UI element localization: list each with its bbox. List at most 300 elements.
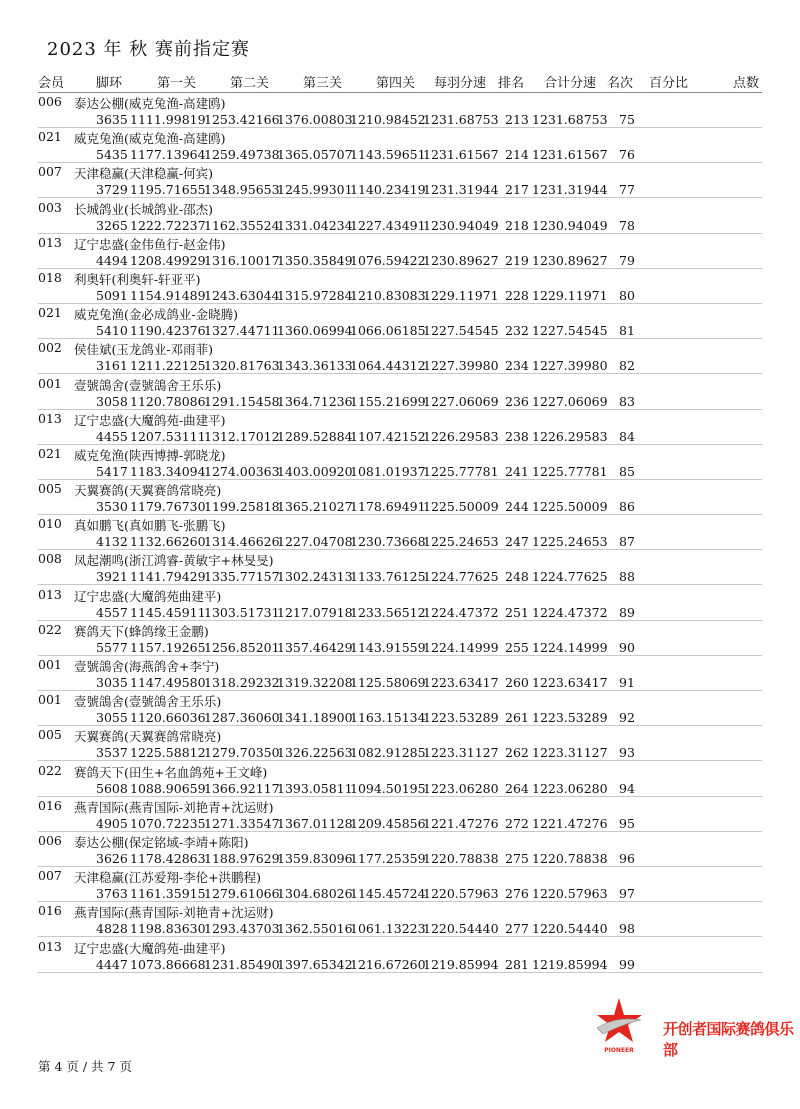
stage1-cell: 1111.99819 (130, 112, 206, 127)
stage2-cell: 1162.35524 (204, 217, 280, 233)
avg-speed-cell: 1227.54545 (423, 323, 499, 339)
club-code: 001 (38, 657, 62, 672)
stage1-cell: 1120.78086 (130, 393, 206, 409)
table-row (0, 375, 800, 410)
rank-cell: 217 (505, 182, 529, 198)
stage4-cell: 1066.06185 (350, 323, 426, 339)
entrant-name: 辽宁忠盛(金伟鱼行-赵金伟) (74, 236, 226, 252)
page-footer: 第 4 页 / 共 7 页 (38, 1059, 132, 1074)
ring-cell: 4447 (96, 956, 128, 972)
stage2-cell: 1256.85201 (204, 639, 280, 655)
rank-cell: 234 (505, 358, 529, 374)
stage1-cell: 1070.72235 (130, 815, 206, 831)
rank-cell: 232 (505, 323, 529, 339)
col-stage4: 第四关 (376, 76, 416, 91)
stage3-cell: 1331.04234 (277, 217, 353, 233)
place-cell: 82 (619, 358, 635, 374)
club-code: 006 (38, 832, 62, 848)
ring-cell: 4557 (96, 604, 128, 620)
stage3-cell: 1304.68026 (277, 886, 353, 902)
row-divider (38, 972, 762, 973)
stage4-cell: 1140.23419 (350, 182, 426, 198)
stage4-cell: 1064.44312 (350, 358, 426, 374)
avg-speed-cell: 1231.61567 (423, 147, 499, 163)
entrant-name: 真如鹏飞(真如鹏飞-张鹏飞) (74, 518, 226, 534)
avg-speed-cell: 1221.47276 (423, 815, 499, 831)
total-speed-cell: 1227.06069 (532, 393, 608, 409)
entrant-name: 天翼赛鸽(天翼赛鸽常晓亮) (74, 483, 222, 499)
entrant-name: 辽宁忠盛(大魔鸽苑曲建平) (74, 588, 222, 604)
total-speed-cell: 1227.39980 (532, 358, 608, 374)
ring-cell: 4455 (96, 428, 128, 444)
stage1-cell: 1195.71655 (130, 182, 206, 198)
stage4-cell: 1143.91559 (350, 639, 426, 655)
place-cell: 83 (619, 393, 635, 409)
avg-speed-cell: 1226.29583 (423, 428, 499, 444)
entrant-name: 天翼赛鸽(天翼赛鸽常晓亮) (74, 729, 222, 745)
stage1-cell: 1161.35915 (130, 886, 206, 902)
club-code: 013 (38, 234, 62, 250)
total-speed-cell: 1231.61567 (532, 147, 608, 163)
place-cell: 81 (619, 323, 635, 339)
avg-speed-cell: 1220.57963 (423, 886, 499, 902)
rank-cell: 260 (505, 675, 529, 690)
stage2-cell: 1287.36060 (204, 710, 280, 726)
entrant-name: 壹號鴿舍(壹號鴿舍王乐乐) (74, 377, 222, 393)
table-row (0, 656, 800, 691)
place-cell: 93 (619, 745, 635, 761)
place-cell: 87 (619, 534, 635, 550)
total-speed-cell: 1224.14999 (532, 639, 608, 655)
table-row (0, 902, 800, 937)
total-speed-cell: 1230.89627 (532, 252, 608, 268)
stage1-cell: 1190.42376 (130, 323, 206, 339)
ring-cell: 3921 (96, 569, 128, 585)
total-speed-cell: 1226.29583 (532, 428, 608, 444)
club-code: 010 (38, 516, 62, 532)
rank-cell: 276 (505, 886, 529, 902)
club-name-logo-text: 开创者国际赛鸽俱乐部 (663, 1020, 794, 1059)
total-speed-cell: 1221.47276 (532, 815, 608, 831)
table-row (0, 762, 800, 797)
club-code: 001 (38, 692, 62, 708)
place-cell: 76 (619, 147, 635, 163)
stage3-cell: 1319.32208 (277, 675, 353, 690)
stage2-cell: 1348.95653 (204, 182, 280, 198)
ring-cell: 3055 (96, 710, 128, 726)
avg-speed-cell: 1231.31944 (423, 182, 499, 198)
stage1-cell: 1179.76730 (130, 499, 206, 515)
stage4-cell: 1082.91285 (350, 745, 426, 761)
stage3-cell: 1217.07918 (277, 604, 353, 620)
club-code: 001 (38, 375, 62, 391)
rank-cell: 244 (505, 499, 529, 515)
stage1-cell: 1208.49929 (130, 252, 206, 268)
club-code: 005 (38, 727, 62, 743)
stage4-cell: 1125.58069 (350, 675, 426, 690)
table-row (0, 339, 800, 374)
ring-cell: 3537 (96, 745, 128, 761)
stage4-cell: 1163.15134 (350, 710, 426, 726)
avg-speed-cell: 1220.54440 (423, 921, 499, 937)
club-code: 021 (38, 305, 62, 321)
rank-cell: 281 (505, 956, 529, 972)
ring-cell: 3035 (96, 675, 128, 690)
stage3-cell: 1227.04708 (277, 534, 353, 550)
club-code: 007 (38, 868, 62, 884)
stage3-cell: 1393.05811 (277, 780, 353, 796)
club-code: 016 (38, 903, 62, 919)
table-row (0, 867, 800, 902)
stage3-cell: 1364.71236 (277, 393, 353, 409)
avg-speed-cell: 1229.11971 (423, 287, 499, 303)
stage1-cell: 1211.22125 (130, 358, 206, 374)
ring-cell: 5435 (96, 147, 128, 163)
club-code: 003 (38, 199, 62, 215)
rank-cell: 241 (505, 463, 529, 479)
total-speed-cell: 1223.06280 (532, 780, 608, 796)
stage4-cell: 1178.69491 (350, 499, 426, 515)
stage1-cell: 1154.91489 (130, 287, 206, 303)
avg-speed-cell: 1230.89627 (423, 252, 499, 268)
stage1-cell: 1183.34094 (130, 463, 206, 479)
avg-speed-cell: 1231.68753 (423, 112, 499, 127)
stage4-cell: 1081.01937 (350, 463, 426, 479)
table-row (0, 234, 800, 269)
entrant-name: 辽宁忠盛(大魔鸽苑-曲建平) (74, 412, 226, 428)
entrant-name: 赛鸽天下(田生+名血鸽苑+王文峰) (74, 764, 268, 780)
total-speed-cell: 1227.54545 (532, 323, 608, 339)
rank-cell: 248 (505, 569, 529, 585)
rank-cell: 219 (505, 252, 529, 268)
table-row (0, 550, 800, 585)
stage2-cell: 1303.51731 (204, 604, 280, 620)
stage4-cell: 1061.13223 (350, 921, 426, 937)
stage2-cell: 1293.43703 (204, 921, 280, 937)
table-header (0, 72, 800, 92)
rank-cell: 275 (505, 850, 529, 866)
entrant-name: 侯佳斌(玉龙鸽业-邓雨菲) (74, 342, 213, 358)
stage3-cell: 1302.24313 (277, 569, 353, 585)
ring-cell: 5091 (96, 287, 128, 303)
avg-speed-cell: 1227.39980 (423, 358, 499, 374)
total-speed-cell: 1223.63417 (532, 675, 608, 690)
table-row (0, 621, 800, 656)
ring-cell: 4828 (96, 921, 128, 937)
entrant-name: 天津稳赢(江苏爱翔-李伦+洪鹏程) (74, 870, 261, 886)
stage3-cell: 1359.83096 (277, 850, 353, 866)
table-row (0, 832, 800, 867)
ring-cell: 3729 (96, 182, 128, 198)
total-speed-cell: 1231.68753 (532, 112, 608, 127)
stage1-cell: 1145.45911 (130, 604, 206, 620)
total-speed-cell: 1224.47372 (532, 604, 608, 620)
place-cell: 92 (619, 710, 635, 726)
col-avg-speed: 每羽分速 (434, 76, 487, 91)
stage1-cell: 1198.83630 (130, 921, 206, 937)
stage1-cell: 1147.49580 (130, 675, 206, 690)
stage1-cell: 1073.86668 (130, 956, 206, 972)
stage2-cell: 1314.46626 (204, 534, 280, 550)
ring-cell: 3161 (96, 358, 128, 374)
avg-speed-cell: 1227.06069 (423, 393, 499, 409)
total-speed-cell: 1219.85994 (532, 956, 608, 972)
place-cell: 79 (619, 252, 635, 268)
stage2-cell: 1318.29232 (204, 675, 280, 690)
stage3-cell: 1245.99301 (277, 182, 353, 198)
total-speed-cell: 1220.54440 (532, 921, 608, 937)
avg-speed-cell: 1225.24653 (423, 534, 499, 550)
stage2-cell: 1320.81763 (204, 358, 280, 374)
rank-cell: 264 (505, 780, 529, 796)
stage3-cell: 1315.97284 (277, 287, 353, 303)
stage2-cell: 1253.42166 (204, 112, 280, 127)
entrant-name: 威克兔渔(陕西博搏-郭晓龙) (74, 447, 226, 463)
rank-cell: 251 (505, 604, 529, 620)
entrant-name: 长城鸽业(长城鸽业-邵杰) (74, 201, 213, 217)
stage3-cell: 1365.21027 (277, 499, 353, 515)
entrant-name: 壹號鴿舍(海燕鸽舍+李宁) (74, 659, 220, 674)
place-cell: 86 (619, 499, 635, 515)
entrant-name: 天津稳赢(天津稳赢-何宾) (74, 166, 213, 182)
entrant-name: 泰达公棚(保定铭域-李靖+陈阳) (74, 834, 249, 850)
rank-cell: 228 (505, 287, 529, 303)
col-ring: 脚环 (96, 76, 123, 91)
stage3-cell: 1397.65342 (277, 956, 353, 972)
page-title: 2023 年 秋 赛前指定赛 (47, 39, 250, 60)
stage4-cell: 1177.25359 (350, 850, 426, 866)
entrant-name: 威克兔渔(威克兔渔-高建鸥) (74, 131, 226, 147)
club-code: 021 (38, 445, 62, 461)
stage4-cell: 1210.98452 (350, 112, 426, 127)
stage1-cell: 1132.66260 (130, 534, 206, 550)
ring-cell: 3763 (96, 886, 128, 902)
avg-speed-cell: 1220.78838 (423, 850, 499, 866)
stage1-cell: 1141.79429 (130, 569, 206, 585)
stage2-cell: 1316.10017 (204, 252, 280, 268)
table-row (0, 269, 800, 304)
avg-speed-cell: 1224.47372 (423, 604, 499, 620)
avg-speed-cell: 1224.14999 (423, 639, 499, 655)
pioneer-emblem-icon (597, 998, 642, 1054)
stage1-cell: 1178.42863 (130, 850, 206, 866)
stage2-cell: 1366.92117 (204, 780, 280, 796)
stage2-cell: 1199.25818 (204, 499, 280, 515)
stage4-cell: 1210.83083 (350, 287, 426, 303)
stage4-cell: 1076.59422 (350, 252, 426, 268)
col-rank: 排名 (498, 76, 525, 91)
avg-speed-cell: 1219.85994 (423, 956, 499, 972)
total-speed-cell: 1225.50009 (532, 499, 608, 515)
table-row (0, 691, 800, 726)
entrant-name: 凤起潮鸣(浙江鸿睿-黄敏宇+林旻旻) (74, 553, 274, 569)
avg-speed-cell: 1225.50009 (423, 499, 499, 515)
stage1-cell: 1207.53111 (130, 428, 206, 444)
club-code: 021 (38, 129, 62, 145)
stage3-cell: 1403.00920 (277, 463, 353, 479)
stage4-cell: 1143.59651 (350, 147, 426, 163)
stage4-cell: 1133.76125 (350, 569, 426, 585)
avg-speed-cell: 1224.77625 (423, 569, 499, 585)
stage1-cell: 1157.19265 (130, 639, 206, 655)
stage3-cell: 1362.55016 (277, 921, 353, 937)
stage4-cell: 1227.43491 (350, 217, 426, 233)
club-code: 007 (38, 164, 62, 180)
stage4-cell: 1094.50195 (350, 780, 426, 796)
total-speed-cell: 1231.31944 (532, 182, 608, 198)
stage1-cell: 1088.90659 (130, 780, 206, 796)
stage1-cell: 1120.66036 (130, 710, 206, 726)
col-stage3: 第三关 (303, 76, 343, 91)
col-stage1: 第一关 (157, 76, 197, 91)
club-code: 013 (38, 410, 62, 426)
col-place: 名次 (607, 76, 634, 91)
club-code: 013 (38, 586, 62, 602)
total-speed-cell: 1223.31127 (532, 745, 608, 761)
place-cell: 85 (619, 463, 635, 479)
table-row (0, 586, 800, 621)
stage2-cell: 1327.44711 (204, 323, 280, 339)
avg-speed-cell: 1225.77781 (423, 463, 499, 479)
stage4-cell: 1230.73668 (350, 534, 426, 550)
place-cell: 97 (619, 886, 635, 902)
place-cell: 77 (619, 182, 635, 198)
stage2-cell: 1291.15458 (204, 393, 280, 409)
entrant-name: 辽宁忠盛(大魔鸽苑-曲建平) (74, 940, 226, 956)
avg-speed-cell: 1223.53289 (423, 710, 499, 726)
avg-speed-cell: 1223.63417 (423, 675, 499, 690)
place-cell: 96 (619, 850, 635, 866)
total-speed-cell: 1230.94049 (532, 217, 608, 233)
place-cell: 90 (619, 639, 635, 655)
stage3-cell: 1365.05707 (277, 147, 353, 163)
club-code: 002 (38, 340, 62, 356)
ring-cell: 3626 (96, 850, 128, 866)
table-row (0, 797, 800, 832)
table-row (0, 445, 800, 480)
total-speed-cell: 1224.77625 (532, 569, 608, 585)
stage4-cell: 1216.67260 (350, 956, 426, 972)
rank-cell: 247 (505, 534, 529, 550)
place-cell: 95 (619, 815, 635, 831)
stage2-cell: 1243.63044 (204, 287, 280, 303)
ring-cell: 3530 (96, 499, 128, 515)
place-cell: 94 (619, 780, 635, 796)
stage1-cell: 1225.58812 (130, 745, 206, 761)
stage3-cell: 1367.01128 (277, 815, 353, 831)
ring-cell: 4494 (96, 252, 128, 268)
rank-cell: 255 (505, 639, 529, 655)
col-member: 会员 (38, 76, 65, 91)
place-cell: 84 (619, 428, 635, 444)
club-code: 006 (38, 94, 62, 109)
table-row (0, 128, 800, 163)
col-stage2: 第二关 (230, 76, 270, 91)
stage2-cell: 1274.00363 (204, 463, 280, 479)
stage2-cell: 1231.85490 (204, 956, 280, 972)
total-speed-cell: 1223.53289 (532, 710, 608, 726)
rank-cell: 262 (505, 745, 529, 761)
rank-cell: 213 (505, 112, 529, 127)
club-code: 013 (38, 938, 62, 954)
table-row (0, 199, 800, 234)
ring-cell: 3265 (96, 217, 128, 233)
place-cell: 99 (619, 956, 635, 972)
stage3-cell: 1343.36133 (277, 358, 353, 374)
place-cell: 88 (619, 569, 635, 585)
stage3-cell: 1289.52884 (277, 428, 353, 444)
table-row (0, 410, 800, 445)
stage3-cell: 1357.46429 (277, 639, 353, 655)
ring-cell: 3058 (96, 393, 128, 409)
entrant-name: 利奥轩(利奥轩-轩亚平) (74, 271, 201, 287)
stage2-cell: 1188.97629 (204, 850, 280, 866)
entrant-name: 燕青国际(燕青国际-刘艳青+沈运财) (74, 799, 274, 815)
stage3-cell: 1326.22563 (277, 745, 353, 761)
col-percent: 百分比 (649, 76, 689, 91)
table-row (0, 93, 800, 128)
ring-cell: 5608 (96, 780, 128, 796)
stage2-cell: 1279.61066 (204, 886, 280, 902)
entrant-name: 燕青国际(燕青国际-刘艳青+沈运财) (74, 905, 274, 921)
stage4-cell: 1209.45856 (350, 815, 426, 831)
place-cell: 75 (619, 112, 635, 127)
place-cell: 89 (619, 604, 635, 620)
place-cell: 78 (619, 217, 635, 233)
rank-cell: 214 (505, 147, 529, 163)
stage4-cell: 1107.42152 (350, 428, 426, 444)
club-code: 005 (38, 481, 62, 497)
rank-cell: 218 (505, 217, 529, 233)
table-row (0, 938, 800, 973)
total-speed-cell: 1225.77781 (532, 463, 608, 479)
stage2-cell: 1259.49738 (204, 147, 280, 163)
table-row (0, 304, 800, 339)
ring-cell: 4905 (96, 815, 128, 831)
ring-cell: 4132 (96, 534, 128, 550)
stage3-cell: 1360.06994 (277, 323, 353, 339)
col-points: 点数 (733, 76, 760, 91)
ring-cell: 5577 (96, 639, 128, 655)
club-code: 022 (38, 762, 62, 778)
rank-cell: 236 (505, 393, 529, 409)
table-row (0, 163, 800, 198)
stage2-cell: 1279.70350 (204, 745, 280, 761)
place-cell: 91 (619, 675, 635, 690)
stage2-cell: 1312.17012 (204, 428, 280, 444)
entrant-name: 赛鸽天下(蜂鸽缘王金鹏) (74, 623, 209, 639)
place-cell: 80 (619, 287, 635, 303)
results-table (0, 93, 800, 973)
ring-cell: 5410 (96, 323, 128, 339)
stage2-cell: 1271.33547 (204, 815, 280, 831)
table-row (0, 515, 800, 550)
rank-cell: 238 (505, 428, 529, 444)
ring-cell: 5417 (96, 463, 128, 479)
stage3-cell: 1341.18900 (277, 710, 353, 726)
ring-cell: 3635 (96, 112, 128, 127)
stage3-cell: 1350.35849 (277, 252, 353, 268)
avg-speed-cell: 1223.31127 (423, 745, 499, 761)
table-row (0, 480, 800, 515)
entrant-name: 壹號鴿舍(壹號鴿舍王乐乐) (74, 694, 222, 710)
stage4-cell: 1145.45724 (350, 886, 426, 902)
total-speed-cell: 1220.78838 (532, 850, 608, 866)
stage1-cell: 1177.13964 (130, 147, 206, 163)
avg-speed-cell: 1223.06280 (423, 780, 499, 796)
rank-cell: 277 (505, 921, 529, 937)
rank-cell: 272 (505, 815, 529, 831)
